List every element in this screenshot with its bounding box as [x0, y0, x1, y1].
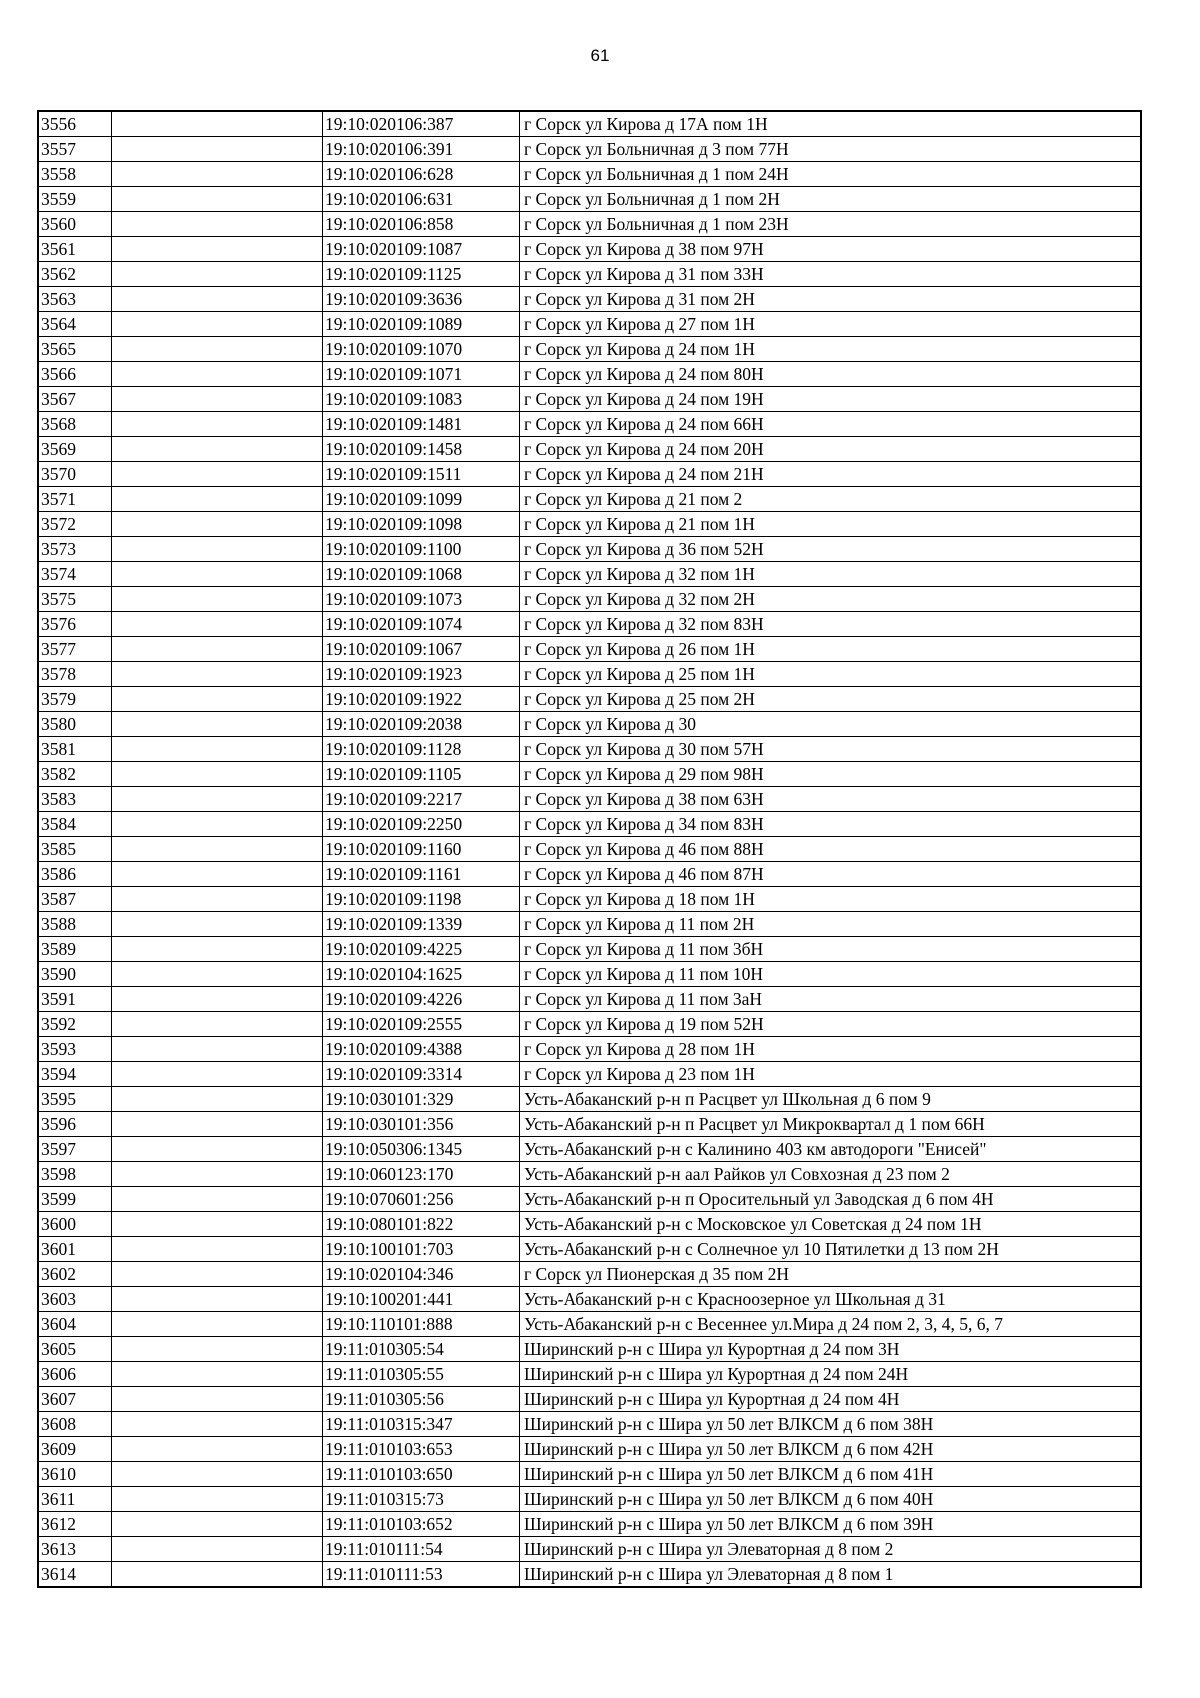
row-number-cell: 3587 [38, 887, 112, 912]
empty-cell [112, 587, 323, 612]
cadastral-number-cell: 19:10:020109:1073 [323, 587, 520, 612]
empty-cell [112, 762, 323, 787]
address-cell: г Сорск ул Кирова д 11 пом 3аН [520, 987, 1142, 1012]
cadastral-number-cell: 19:10:020109:1070 [323, 337, 520, 362]
address-cell: г Сорск ул Кирова д 24 пом 1Н [520, 337, 1142, 362]
cadastral-number-cell: 19:10:070601:256 [323, 1187, 520, 1212]
cadastral-number-cell: 19:10:020109:4388 [323, 1037, 520, 1062]
row-number-cell: 3610 [38, 1462, 112, 1487]
address-cell: г Сорск ул Кирова д 24 пом 20Н [520, 437, 1142, 462]
cadastral-number-cell: 19:10:020106:858 [323, 212, 520, 237]
table-row [38, 1512, 1141, 1537]
cadastral-number-cell: 19:10:050306:1345 [323, 1137, 520, 1162]
row-number-cell: 3566 [38, 362, 112, 387]
address-cell: г Сорск ул Кирова д 27 пом 1Н [520, 312, 1142, 337]
table-row [38, 487, 1141, 512]
table-row [38, 1087, 1141, 1112]
empty-cell [112, 1312, 323, 1337]
cadastral-number-cell: 19:10:020109:2038 [323, 712, 520, 737]
table-row [38, 1312, 1141, 1337]
address-cell: г Сорск ул Больничная д 1 пом 23Н [520, 212, 1142, 237]
address-cell: Ширинский р-н с Шира ул 50 лет ВЛКСМ д 6 пом 41Н [520, 1462, 1142, 1487]
row-number-cell: 3579 [38, 687, 112, 712]
address-cell: г Сорск ул Кирова д 26 пом 1Н [520, 637, 1142, 662]
empty-cell [112, 987, 323, 1012]
table-row [38, 212, 1141, 237]
address-cell: г Сорск ул Кирова д 32 пом 83Н [520, 612, 1142, 637]
row-number-cell: 3598 [38, 1162, 112, 1187]
table-row [38, 111, 1141, 137]
empty-cell [112, 1537, 323, 1562]
address-cell: Усть-Абаканский р-н с Солнечное ул 10 Пятилетки д 13 пом 2Н [520, 1237, 1142, 1262]
row-number-cell: 3605 [38, 1337, 112, 1362]
cadastral-number-cell: 19:10:020109:2555 [323, 1012, 520, 1037]
table-row [38, 587, 1141, 612]
address-cell: Ширинский р-н с Шира ул Элеваторная д 8 пом 1 [520, 1562, 1142, 1588]
row-number-cell: 3608 [38, 1412, 112, 1437]
row-number-cell: 3612 [38, 1512, 112, 1537]
row-number-cell: 3590 [38, 962, 112, 987]
row-number-cell: 3609 [38, 1437, 112, 1462]
cadastral-number-cell: 19:10:030101:356 [323, 1112, 520, 1137]
table-row [38, 1362, 1141, 1387]
empty-cell [112, 912, 323, 937]
cadastral-number-cell: 19:10:020109:1100 [323, 537, 520, 562]
empty-cell [112, 1562, 323, 1588]
address-cell: Усть-Абаканский р-н п Расцвет ул Школьная д 6 пом 9 [520, 1087, 1142, 1112]
registry-table [37, 110, 1142, 1588]
table-row [38, 1562, 1141, 1588]
cadastral-number-cell: 19:10:020109:3636 [323, 287, 520, 312]
row-number-cell: 3607 [38, 1387, 112, 1412]
table-row [38, 1062, 1141, 1087]
empty-cell [112, 1512, 323, 1537]
table-row [38, 1387, 1141, 1412]
empty-cell [112, 1187, 323, 1212]
row-number-cell: 3597 [38, 1137, 112, 1162]
empty-cell [112, 1487, 323, 1512]
table-row [38, 987, 1141, 1012]
empty-cell [112, 737, 323, 762]
cadastral-number-cell: 19:10:020106:387 [323, 111, 520, 137]
cadastral-number-cell: 19:10:020109:1161 [323, 862, 520, 887]
table-row [38, 862, 1141, 887]
cadastral-number-cell: 19:10:100101:703 [323, 1237, 520, 1262]
address-cell: Усть-Абаканский р-н п Оросительный ул Заводская д 6 пом 4Н [520, 1187, 1142, 1212]
row-number-cell: 3562 [38, 262, 112, 287]
cadastral-number-cell: 19:10:110101:888 [323, 1312, 520, 1337]
empty-cell [112, 1162, 323, 1187]
address-cell: г Сорск ул Кирова д 25 пом 2Н [520, 687, 1142, 712]
cadastral-number-cell: 19:10:020109:1105 [323, 762, 520, 787]
address-cell: Ширинский р-н с Шира ул Курортная д 24 пом 4Н [520, 1387, 1142, 1412]
empty-cell [112, 1112, 323, 1137]
empty-cell [112, 837, 323, 862]
empty-cell [112, 1037, 323, 1062]
address-cell: г Сорск ул Кирова д 25 пом 1Н [520, 662, 1142, 687]
table-row [38, 687, 1141, 712]
cadastral-number-cell: 19:10:020109:1067 [323, 637, 520, 662]
row-number-cell: 3573 [38, 537, 112, 562]
row-number-cell: 3611 [38, 1487, 112, 1512]
empty-cell [112, 137, 323, 162]
address-cell: Усть-Абаканский р-н с Московское ул Советская д 24 пом 1Н [520, 1212, 1142, 1237]
address-cell: Усть-Абаканский р-н с Красноозерное ул Школьная д 31 [520, 1287, 1142, 1312]
table-row [38, 1537, 1141, 1562]
table-row [38, 762, 1141, 787]
cadastral-number-cell: 19:10:020109:1125 [323, 262, 520, 287]
address-cell: г Сорск ул Кирова д 24 пом 66Н [520, 412, 1142, 437]
page-number: 61 [590, 46, 610, 65]
empty-cell [112, 1087, 323, 1112]
empty-cell [112, 1062, 323, 1087]
empty-cell [112, 662, 323, 687]
row-number-cell: 3593 [38, 1037, 112, 1062]
row-number-cell: 3595 [38, 1087, 112, 1112]
table-row [38, 1412, 1141, 1437]
table-row [38, 162, 1141, 187]
row-number-cell: 3558 [38, 162, 112, 187]
address-cell: г Сорск ул Кирова д 23 пом 1Н [520, 1062, 1142, 1087]
row-number-cell: 3571 [38, 487, 112, 512]
table-row [38, 137, 1141, 162]
table-row [38, 287, 1141, 312]
table-row [38, 1162, 1141, 1187]
row-number-cell: 3578 [38, 662, 112, 687]
cadastral-number-cell: 19:11:010111:54 [323, 1537, 520, 1562]
table-row [38, 1112, 1141, 1137]
row-number-cell: 3570 [38, 462, 112, 487]
address-cell: г Сорск ул Кирова д 46 пом 88Н [520, 837, 1142, 862]
empty-cell [112, 1262, 323, 1287]
empty-cell [112, 287, 323, 312]
table-row [38, 1462, 1141, 1487]
address-cell: г Сорск ул Кирова д 29 пом 98Н [520, 762, 1142, 787]
empty-cell [112, 637, 323, 662]
cadastral-number-cell: 19:11:010305:55 [323, 1362, 520, 1387]
cadastral-number-cell: 19:11:010305:54 [323, 1337, 520, 1362]
row-number-cell: 3585 [38, 837, 112, 862]
empty-cell [112, 362, 323, 387]
address-cell: Ширинский р-н с Шира ул 50 лет ВЛКСМ д 6 пом 42Н [520, 1437, 1142, 1462]
empty-cell [112, 1137, 323, 1162]
table-row [38, 962, 1141, 987]
row-number-cell: 3557 [38, 137, 112, 162]
empty-cell [112, 712, 323, 737]
cadastral-number-cell: 19:10:020109:1087 [323, 237, 520, 262]
address-cell: Усть-Абаканский р-н с Калинино 403 км автодороги "Енисей" [520, 1137, 1142, 1162]
address-cell: г Сорск ул Кирова д 21 пом 1Н [520, 512, 1142, 537]
empty-cell [112, 612, 323, 637]
table-row [38, 537, 1141, 562]
table-row [38, 887, 1141, 912]
table-row [38, 662, 1141, 687]
cadastral-number-cell: 19:11:010111:53 [323, 1562, 520, 1588]
empty-cell [112, 1212, 323, 1237]
row-number-cell: 3584 [38, 812, 112, 837]
row-number-cell: 3560 [38, 212, 112, 237]
row-number-cell: 3559 [38, 187, 112, 212]
empty-cell [112, 212, 323, 237]
row-number-cell: 3565 [38, 337, 112, 362]
address-cell: г Сорск ул Кирова д 36 пом 52Н [520, 537, 1142, 562]
row-number-cell: 3564 [38, 312, 112, 337]
address-cell: г Сорск ул Кирова д 46 пом 87Н [520, 862, 1142, 887]
empty-cell [112, 962, 323, 987]
cadastral-number-cell: 19:10:020109:1339 [323, 912, 520, 937]
table-row [38, 512, 1141, 537]
table-row [38, 412, 1141, 437]
row-number-cell: 3568 [38, 412, 112, 437]
empty-cell [112, 337, 323, 362]
registry-table-body [38, 111, 1141, 1587]
row-number-cell: 3576 [38, 612, 112, 637]
empty-cell [112, 1237, 323, 1262]
table-row [38, 1212, 1141, 1237]
table-row [38, 1187, 1141, 1212]
cadastral-number-cell: 19:10:020109:2217 [323, 787, 520, 812]
address-cell: г Сорск ул Кирова д 24 пом 21Н [520, 462, 1142, 487]
table-row [38, 712, 1141, 737]
table-row [38, 362, 1141, 387]
row-number-cell: 3586 [38, 862, 112, 887]
row-number-cell: 3601 [38, 1237, 112, 1262]
cadastral-number-cell: 19:10:020109:1098 [323, 512, 520, 537]
table-row [38, 387, 1141, 412]
cadastral-number-cell: 19:11:010315:73 [323, 1487, 520, 1512]
cadastral-number-cell: 19:10:020109:1128 [323, 737, 520, 762]
table-row [38, 1437, 1141, 1462]
table-row [38, 737, 1141, 762]
cadastral-number-cell: 19:10:020106:628 [323, 162, 520, 187]
cadastral-number-cell: 19:10:100201:441 [323, 1287, 520, 1312]
table-row [38, 1287, 1141, 1312]
empty-cell [112, 1437, 323, 1462]
address-cell: г Сорск ул Кирова д 28 пом 1Н [520, 1037, 1142, 1062]
empty-cell [112, 887, 323, 912]
cadastral-number-cell: 19:10:020106:631 [323, 187, 520, 212]
row-number-cell: 3602 [38, 1262, 112, 1287]
row-number-cell: 3606 [38, 1362, 112, 1387]
cadastral-number-cell: 19:10:020109:1071 [323, 362, 520, 387]
cadastral-number-cell: 19:10:020109:1458 [323, 437, 520, 462]
table-row [38, 812, 1141, 837]
empty-cell [112, 1387, 323, 1412]
empty-cell [112, 812, 323, 837]
cadastral-number-cell: 19:10:020109:1074 [323, 612, 520, 637]
cadastral-number-cell: 19:10:060123:170 [323, 1162, 520, 1187]
address-cell: г Сорск ул Кирова д 38 пом 97Н [520, 237, 1142, 262]
row-number-cell: 3556 [38, 111, 112, 137]
empty-cell [112, 937, 323, 962]
address-cell: г Сорск ул Кирова д 31 пом 33Н [520, 262, 1142, 287]
table-row [38, 312, 1141, 337]
address-cell: г Сорск ул Кирова д 11 пом 10Н [520, 962, 1142, 987]
table-row [38, 187, 1141, 212]
address-cell: г Сорск ул Кирова д 18 пом 1Н [520, 887, 1142, 912]
row-number-cell: 3591 [38, 987, 112, 1012]
address-cell: г Сорск ул Кирова д 24 пом 80Н [520, 362, 1142, 387]
address-cell: г Сорск ул Больничная д 1 пом 24Н [520, 162, 1142, 187]
row-number-cell: 3563 [38, 287, 112, 312]
cadastral-number-cell: 19:11:010103:653 [323, 1437, 520, 1462]
empty-cell [112, 1412, 323, 1437]
address-cell: г Сорск ул Кирова д 19 пом 52Н [520, 1012, 1142, 1037]
address-cell: Усть-Абаканский р-н с Весеннее ул.Мира д 24 пом 2, 3, 4, 5, 6, 7 [520, 1312, 1142, 1337]
empty-cell [112, 437, 323, 462]
empty-cell [112, 187, 323, 212]
cadastral-number-cell: 19:10:020109:4225 [323, 937, 520, 962]
cadastral-number-cell: 19:10:020109:1198 [323, 887, 520, 912]
address-cell: г Сорск ул Кирова д 32 пом 1Н [520, 562, 1142, 587]
row-number-cell: 3581 [38, 737, 112, 762]
row-number-cell: 3592 [38, 1012, 112, 1037]
table-row [38, 637, 1141, 662]
row-number-cell: 3577 [38, 637, 112, 662]
address-cell: г Сорск ул Кирова д 11 пом 3бН [520, 937, 1142, 962]
cadastral-number-cell: 19:11:010103:650 [323, 1462, 520, 1487]
row-number-cell: 3588 [38, 912, 112, 937]
table-row [38, 612, 1141, 637]
cadastral-number-cell: 19:10:020109:4226 [323, 987, 520, 1012]
cadastral-number-cell: 19:11:010103:652 [323, 1512, 520, 1537]
row-number-cell: 3589 [38, 937, 112, 962]
empty-cell [112, 537, 323, 562]
row-number-cell: 3600 [38, 1212, 112, 1237]
table-row [38, 1262, 1141, 1287]
cadastral-number-cell: 19:11:010305:56 [323, 1387, 520, 1412]
row-number-cell: 3569 [38, 437, 112, 462]
address-cell: г Сорск ул Кирова д 30 [520, 712, 1142, 737]
cadastral-number-cell: 19:10:020109:1923 [323, 662, 520, 687]
address-cell: г Сорск ул Больничная д 3 пом 77Н [520, 137, 1142, 162]
table-row [38, 912, 1141, 937]
row-number-cell: 3596 [38, 1112, 112, 1137]
row-number-cell: 3572 [38, 512, 112, 537]
address-cell: г Сорск ул Кирова д 34 пом 83Н [520, 812, 1142, 837]
address-cell: г Сорск ул Кирова д 31 пом 2Н [520, 287, 1142, 312]
empty-cell [112, 862, 323, 887]
row-number-cell: 3561 [38, 237, 112, 262]
cadastral-number-cell: 19:11:010315:347 [323, 1412, 520, 1437]
row-number-cell: 3567 [38, 387, 112, 412]
row-number-cell: 3583 [38, 787, 112, 812]
row-number-cell: 3580 [38, 712, 112, 737]
row-number-cell: 3599 [38, 1187, 112, 1212]
empty-cell [112, 487, 323, 512]
table-row [38, 462, 1141, 487]
empty-cell [112, 237, 323, 262]
table-row [38, 837, 1141, 862]
table-row [38, 1037, 1141, 1062]
address-cell: г Сорск ул Кирова д 17А пом 1Н [520, 111, 1142, 137]
row-number-cell: 3594 [38, 1062, 112, 1087]
address-cell: Ширинский р-н с Шира ул 50 лет ВЛКСМ д 6 пом 39Н [520, 1512, 1142, 1537]
address-cell: г Сорск ул Пионерская д 35 пом 2Н [520, 1262, 1142, 1287]
address-cell: Усть-Абаканский р-н п Расцвет ул Микроквартал д 1 пом 66Н [520, 1112, 1142, 1137]
cadastral-number-cell: 19:10:020109:1099 [323, 487, 520, 512]
empty-cell [112, 111, 323, 137]
cadastral-number-cell: 19:10:020109:1922 [323, 687, 520, 712]
address-cell: г Сорск ул Кирова д 21 пом 2 [520, 487, 1142, 512]
row-number-cell: 3582 [38, 762, 112, 787]
empty-cell [112, 1362, 323, 1387]
empty-cell [112, 312, 323, 337]
address-cell: Ширинский р-н с Шира ул 50 лет ВЛКСМ д 6 пом 40Н [520, 1487, 1142, 1512]
address-cell: Ширинский р-н с Шира ул Элеваторная д 8 пом 2 [520, 1537, 1142, 1562]
cadastral-number-cell: 19:10:020109:1089 [323, 312, 520, 337]
cadastral-number-cell: 19:10:020109:3314 [323, 1062, 520, 1087]
table-row [38, 1337, 1141, 1362]
table-row [38, 262, 1141, 287]
empty-cell [112, 1012, 323, 1037]
table-row [38, 1012, 1141, 1037]
table-row [38, 1487, 1141, 1512]
address-cell: Ширинский р-н с Шира ул Курортная д 24 пом 3Н [520, 1337, 1142, 1362]
address-cell: Ширинский р-н с Шира ул 50 лет ВЛКСМ д 6 пом 38Н [520, 1412, 1142, 1437]
cadastral-number-cell: 19:10:020109:1481 [323, 412, 520, 437]
row-number-cell: 3603 [38, 1287, 112, 1312]
empty-cell [112, 262, 323, 287]
address-cell: г Сорск ул Кирова д 38 пом 63Н [520, 787, 1142, 812]
address-cell: г Сорск ул Кирова д 32 пом 2Н [520, 587, 1142, 612]
cadastral-number-cell: 19:10:080101:822 [323, 1212, 520, 1237]
empty-cell [112, 562, 323, 587]
cadastral-number-cell: 19:10:020109:1160 [323, 837, 520, 862]
address-cell: Усть-Абаканский р-н аал Райков ул Совхозная д 23 пом 2 [520, 1162, 1142, 1187]
table-row [38, 337, 1141, 362]
row-number-cell: 3574 [38, 562, 112, 587]
cadastral-number-cell: 19:10:020104:1625 [323, 962, 520, 987]
empty-cell [112, 387, 323, 412]
empty-cell [112, 512, 323, 537]
table-row [38, 562, 1141, 587]
cadastral-number-cell: 19:10:020109:1511 [323, 462, 520, 487]
address-cell: г Сорск ул Кирова д 30 пом 57Н [520, 737, 1142, 762]
row-number-cell: 3575 [38, 587, 112, 612]
table-row [38, 1237, 1141, 1262]
empty-cell [112, 687, 323, 712]
address-cell: Ширинский р-н с Шира ул Курортная д 24 пом 24Н [520, 1362, 1142, 1387]
row-number-cell: 3614 [38, 1562, 112, 1588]
cadastral-number-cell: 19:10:020106:391 [323, 137, 520, 162]
row-number-cell: 3604 [38, 1312, 112, 1337]
empty-cell [112, 787, 323, 812]
address-cell: г Сорск ул Кирова д 11 пом 2Н [520, 912, 1142, 937]
cadastral-number-cell: 19:10:020104:346 [323, 1262, 520, 1287]
address-cell: г Сорск ул Кирова д 24 пом 19Н [520, 387, 1142, 412]
empty-cell [112, 1337, 323, 1362]
cadastral-number-cell: 19:10:020109:2250 [323, 812, 520, 837]
cadastral-number-cell: 19:10:030101:329 [323, 1087, 520, 1112]
table-row [38, 1137, 1141, 1162]
empty-cell [112, 412, 323, 437]
empty-cell [112, 162, 323, 187]
empty-cell [112, 1462, 323, 1487]
address-cell: г Сорск ул Больничная д 1 пом 2Н [520, 187, 1142, 212]
table-row [38, 237, 1141, 262]
empty-cell [112, 1287, 323, 1312]
table-row [38, 937, 1141, 962]
cadastral-number-cell: 19:10:020109:1083 [323, 387, 520, 412]
empty-cell [112, 462, 323, 487]
table-row [38, 437, 1141, 462]
cadastral-number-cell: 19:10:020109:1068 [323, 562, 520, 587]
table-row [38, 787, 1141, 812]
row-number-cell: 3613 [38, 1537, 112, 1562]
